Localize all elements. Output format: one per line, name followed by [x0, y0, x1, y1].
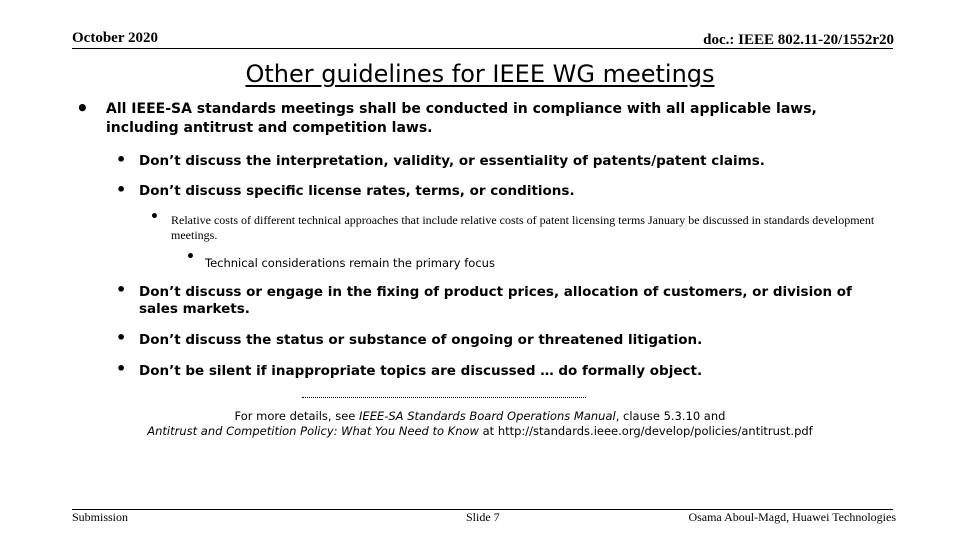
level4-bullet-text: Technical considerations remain the primary focus [205, 256, 495, 270]
footnote-prefix: For more details, see [234, 409, 360, 423]
footnote-manual-title: IEEE-SA Standards Board Operations Manual [359, 409, 616, 423]
footer-slide-number: Slide 7 [466, 510, 500, 524]
level3-bullet-text: Relative costs of different technical approaches that include relative costs of patent licensing terms January be discussed in standards development meetings. [171, 213, 875, 242]
sub-bullet-text: Don’t discuss the status or substance of ongoing or threatened litigation. [139, 332, 703, 348]
footer-submission: Submission [72, 510, 129, 524]
main-bullet-text: All IEEE-SA standards meetings shall be conducted in compliance with all applicable laws, including antitrust and competition laws. [106, 101, 817, 136]
footnote-clause: , clause 5.3.10 and [615, 409, 726, 423]
bullet-icon: • [150, 209, 159, 225]
bullet-icon: • [116, 150, 127, 169]
bullet-icon: • [116, 280, 127, 299]
footnote-policy-title: Antitrust and Competition Policy: What You Need to Know [147, 424, 479, 438]
sub-bullet-text: Don’t be silent if inappropriate topics are discussed … do formally object. [139, 363, 703, 379]
footnote-line-2 [0, 424, 960, 439]
sub-bullet-text: Don’t discuss or engage in the fixing of product prices, allocation of customers, or division of sales markets. [139, 284, 852, 317]
sub-bullet-text: Don’t discuss specific license rates, terms, or conditions. [139, 183, 575, 199]
bullet-icon: • [116, 359, 127, 378]
slide-title: Other guidelines for IEEE WG meetings [245, 60, 715, 88]
footnote-line-1 [0, 409, 960, 424]
bullet-icon: • [186, 249, 195, 265]
footnote-url: at http://standards.ieee.org/develop/policies/antitrust.pdf [478, 424, 813, 438]
footer-author: Osama Aboul-Magd, Huawei Technologies [688, 510, 896, 524]
bullet-icon: • [116, 328, 127, 347]
bullet-icon: • [116, 180, 127, 199]
bullet-icon: • [76, 96, 89, 120]
footnote [0, 409, 960, 439]
header-doc-id: doc.: IEEE 802.11-20/1552r20 [703, 32, 894, 48]
header-rule [72, 48, 893, 49]
footnote-divider [302, 397, 586, 398]
sub-bullet-text: Don’t discuss the interpretation, validity, or essentiality of patents/patent claims. [139, 153, 765, 169]
header-date: October 2020 [72, 30, 158, 46]
